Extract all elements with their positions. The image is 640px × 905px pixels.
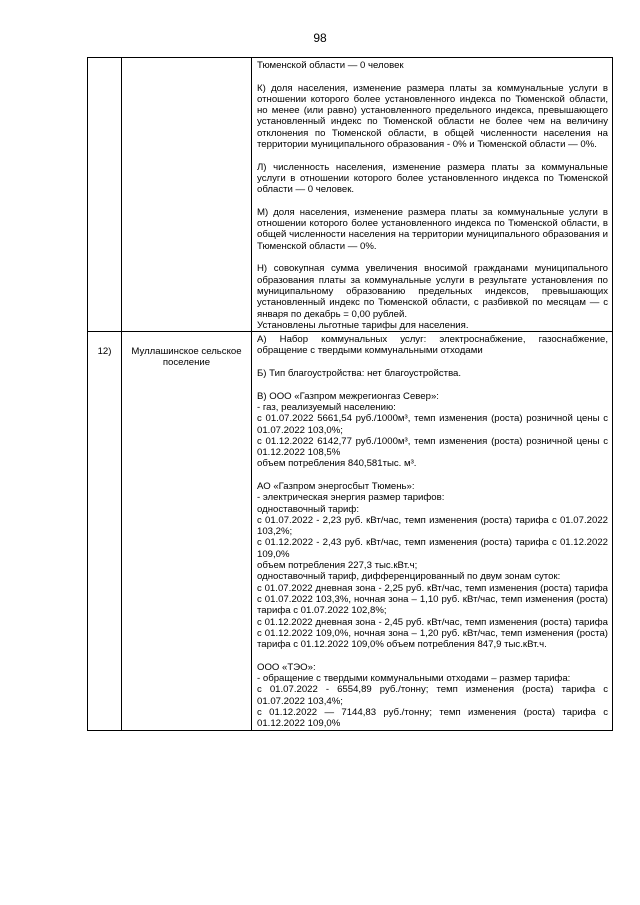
paragraph-gap: [257, 357, 608, 368]
paragraph: с 01.07.2022 5661,54 руб./1000м³, темп изменения (роста) розничной цены с 01.07.2022 103,0%;: [257, 413, 608, 436]
paragraph: с 01.12.2022 6142,77 руб./1000м³, темп изменения (роста) розничной цены с 01.12.2022 108,5%: [257, 435, 608, 459]
paragraph: Л) численность населения, изменение размера платы за коммунальные услуги в отношении которого более установленного индекса по Тюменской области — 0 человек.: [257, 161, 608, 196]
row-number-cell: [88, 332, 122, 730]
paragraph-gap: [257, 196, 608, 207]
paragraph: М) доля населения, изменение размера платы за коммунальные услуги в отношении которого более установленного индекса по Тюменской области, в общей численности населения на территории муниципального образования и Тюменской области — 0%.: [257, 206, 608, 252]
page-number: 98: [313, 31, 327, 45]
paragraph-gap: [257, 252, 608, 263]
paragraph: В) ООО «Газпром межрегионгаз Север»:: [257, 390, 439, 402]
row-number: 12): [97, 346, 112, 358]
paragraph-gap: [257, 470, 608, 481]
paragraph: объем потребления 840,581тыс. м³.: [257, 458, 417, 470]
paragraph: Б) Тип благоустройства: нет благоустройства.: [257, 368, 462, 380]
paragraph: с 01.07.2022 - 2,23 руб. кВт/час, темп изменения (роста) тарифа с 01.07.2022 103,2%;: [257, 514, 608, 538]
paragraph: с 01.12.2022 — 7144,83 руб./тонну; темп изменения (роста) тарифа с 01.12.2022 109,0%: [257, 706, 608, 730]
paragraph: АО «Газпром энергосбыт Тюмень»:: [257, 480, 415, 492]
paragraph: с 01.12.2022 дневная зона - 2,45 руб. кВт/час, темп изменения (роста) тарифа с 01.12.2022 109,0%, ночная зона – 1,20 руб. кВт/час, темп изменения (роста) тарифа с 01.12.2022 109,0% объем потребления 847,9 тыс.кВт.ч.: [257, 616, 608, 651]
paragraph: К) доля населения, изменение размера платы за коммунальные услуги в отношении которого более установленного индекса по Тюменской области, но менее (или равно) установленного предельного индекса, превышающего установленный индекс по Тюменской области не более чем на величину отклонения по Тюменской области, в общей численности населения на территории муниципального образования - 0% и Тюменской области — 0%.: [257, 82, 608, 151]
row-number-cell: [88, 58, 122, 332]
paragraph: Тюменской области — 0 человек: [257, 60, 404, 71]
paragraph: с 01.12.2022 - 2,43 руб. кВт/час, темп изменения (роста) тарифа с 01.12.2022 109,0%: [257, 537, 608, 560]
table-row: [88, 58, 613, 332]
paragraph: с 01.07.2022 - 6554,89 руб./тонну; темп изменения (роста) тарифа с 01.07.2022 103,4%;: [257, 684, 608, 707]
municipality-cell: [122, 332, 252, 730]
paragraph: одноставочный тариф, дифференцированный по двум зонам суток:: [257, 571, 561, 583]
paragraph-gap: [257, 150, 608, 161]
table-row: [88, 332, 613, 730]
paragraph: А) Набор коммунальных услуг: электроснабжение, газоснабжение, обращение с твердыми коммунальными отходами: [257, 334, 608, 357]
paragraph: объем потребления 227,3 тыс.кВт.ч;: [257, 560, 418, 572]
paragraph: Установлены льготные тарифы для населения.: [257, 319, 469, 331]
paragraph: - газ, реализуемый населению:: [257, 401, 396, 413]
paragraph-gap: [257, 71, 608, 82]
description-cell: [252, 332, 613, 730]
municipality-cell: [122, 58, 252, 332]
paragraph: Н) совокупная сумма увеличения вносимой гражданами муниципального образования платы за коммунальные услуги в результате установления по муниципальному образованию предельных индексов, превышающих установленный индекс по Тюменской области, с разбивкой по месяцам — с января по декабрь = 0,00 рублей.: [257, 263, 608, 320]
paragraph-gap: [257, 650, 608, 661]
paragraph-gap: [257, 379, 608, 390]
paragraph: с 01.07.2022 дневная зона - 2,25 руб. кВт/час, темп изменения (роста) тарифа с 01.07.2022 103,3%, ночная зона – 1,10 руб. кВт/час, темп изменения (роста) тарифа с 01.07.2022 102,8%;: [257, 582, 608, 617]
tariff-table: [87, 57, 613, 731]
paragraph: - обращение с твердыми коммунальными отходами – размер тарифа:: [257, 673, 571, 685]
description-cell: [252, 58, 613, 332]
paragraph: ООО «ТЭО»:: [257, 661, 316, 673]
paragraph: одноставочный тариф:: [257, 503, 359, 515]
row-12-text: [252, 332, 612, 729]
municipality-name: Муллашинское сельское поселение: [131, 346, 242, 369]
prev-row-text: [252, 58, 612, 331]
paragraph: - электрическая энергия размер тарифов:: [257, 492, 445, 504]
